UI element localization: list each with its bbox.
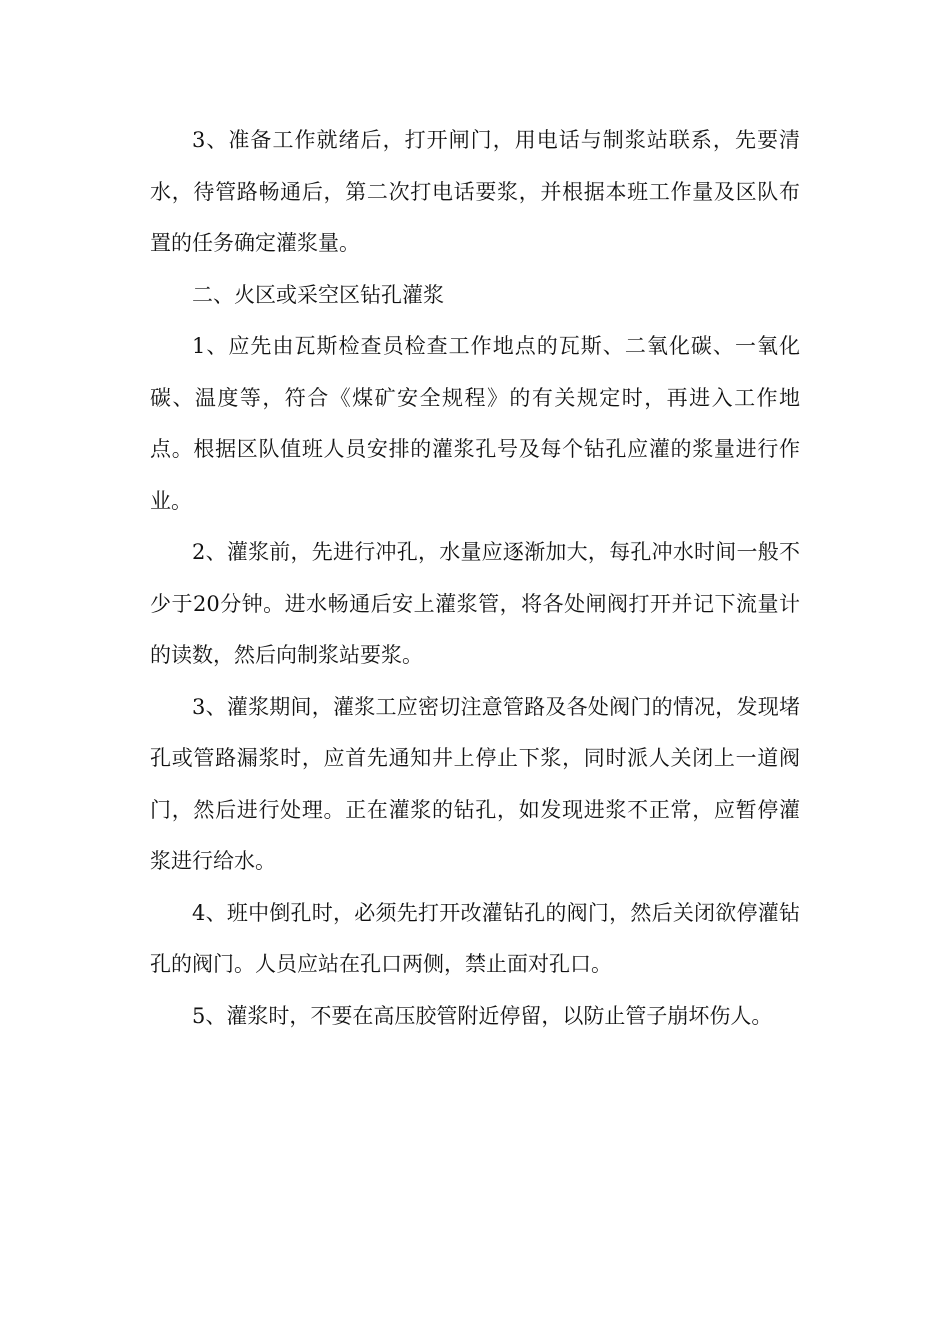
paragraph-step-1-gas-check: 1、应先由瓦斯检查员检查工作地点的瓦斯、二氧化碳、一氧化碳、温度等，符合《煤矿安全规程》的有关规定时，再进入工作地点。根据区队值班人员安排的灌浆孔号及每个钻孔应灌的浆量进行作业。 — [150, 334, 800, 513]
paragraph-step-2-flushing: 2、灌浆前，先进行冲孔，水量应逐渐加大，每孔冲水时间一般不少于20分钟。进水畅通后安上灌浆管，将各处闸阀打开并记下流量计的读数，然后向制浆站要浆。 — [150, 540, 800, 667]
paragraph-step-3-preparation: 3、准备工作就绪后，打开闸门，用电话与制浆站联系，先要清水，待管路畅通后，第二次打电话要浆，并根据本班工作量及区队布置的任务确定灌浆量。 — [150, 128, 800, 255]
paragraph-step-5-safety: 5、灌浆时，不要在高压胶管附近停留，以防止管子崩坏伤人。 — [192, 1003, 773, 1028]
paragraph-step-4-switching-holes: 4、班中倒孔时，必须先打开改灌钻孔的阀门，然后关闭欲停灌钻孔的阀门。人员应站在孔口两侧，禁止面对孔口。 — [150, 900, 800, 976]
document-body — [150, 115, 800, 1042]
section-heading-fire-zone-grouting: 二、火区或采空区钻孔灌浆 — [192, 282, 444, 307]
paragraph-step-3-monitoring: 3、灌浆期间，灌浆工应密切注意管路及各处阀门的情况，发现堵孔或管路漏浆时，应首先通知井上停止下浆，同时派人关闭上一道阀门，然后进行处理。正在灌浆的钻孔，如发现进浆不正常，应暂停灌浆进行给水。 — [150, 694, 800, 873]
